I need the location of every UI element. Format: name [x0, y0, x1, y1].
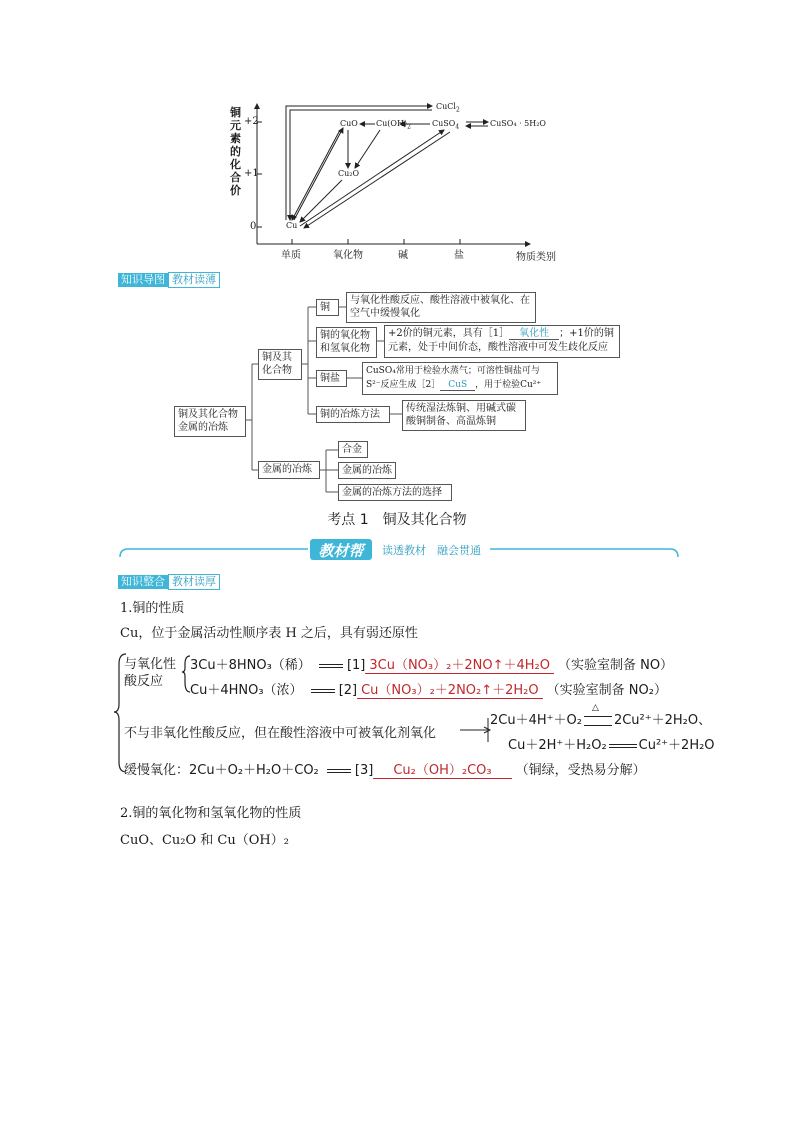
- mindmap-node-smelt: 铜的冶炼方法: [316, 406, 390, 423]
- xtick-oxide: 氧化物: [333, 250, 363, 261]
- answer-cus: CuS: [440, 380, 475, 391]
- heading-copper-properties: 1.铜的性质: [120, 601, 185, 616]
- node-cuo: CuO: [340, 119, 358, 128]
- banner-subtitle: 读透教材 融会贯通: [382, 544, 481, 557]
- banner-title: 教材帮: [318, 542, 364, 560]
- answer-1: 3Cu（NO₃）₂＋2NO↑＋4H₂O: [365, 654, 554, 674]
- chart-ylabel: 铜元素的化合价: [230, 106, 241, 197]
- mindmap-node-copper: 铜: [316, 299, 339, 316]
- chart-xlabel: 物质类别: [516, 252, 556, 263]
- mindmap-branch-copper-compounds: 铜及其化合物: [258, 349, 302, 380]
- ytick-zero: 0: [250, 221, 257, 232]
- mindmap-node-smelt-choice: 金属的冶炼方法的选择: [338, 484, 452, 501]
- oxides-list: CuO、Cu₂O 和 Cu（OH）₂: [120, 833, 289, 848]
- mindmap-node-metal-smelt: 金属的冶炼: [338, 462, 396, 479]
- mindmap-node-alloy: 合金: [338, 441, 368, 458]
- intro-line: Cu，位于金属活动性顺序表 H 之后，具有弱还原性: [120, 626, 418, 641]
- xtick-base: 碱: [398, 250, 408, 261]
- answer-2: Cu（NO₃）₂＋2NO₂↑＋2H₂O: [357, 679, 543, 699]
- ytick-plus2: +2: [244, 116, 259, 127]
- mindmap-root: 铜及其化合物金属的冶炼: [174, 406, 246, 437]
- node-cuso4: CuSO$_4$: [432, 119, 460, 131]
- mindmap-node-salt: 铜盐: [316, 370, 347, 387]
- equation-cu-oxygen: 2Cu＋4H⁺＋O₂ △ 2Cu²⁺＋2H₂O、: [490, 702, 712, 728]
- mindmap-desc-copper: 与氧化性酸反应、酸性溶液中被氧化、在空气中缓慢氧化: [346, 292, 536, 323]
- tag-read-thin: 教材读薄: [168, 272, 220, 288]
- answer-3: Cu₂（OH）₂CO₃: [373, 759, 511, 779]
- mindmap-desc-oxide: +2价的铜元素，具有［1］ 氧化性 ；+1价的铜元素，处于中间价态，酸性溶液中可发生歧化反应: [384, 325, 620, 358]
- answer-oxidizing: 氧化性: [509, 328, 559, 340]
- mindmap-desc-smelt: 传统湿法炼铜、用碱式碳酸铜制备、高温炼铜: [402, 400, 526, 431]
- node-cuso4-5h2o: CuSO₄ · 5H₂O: [490, 119, 546, 128]
- reaction-dilute-nitric: 3Cu＋8HNO₃（稀） [1] 3Cu（NO₃）₂＋2NO↑＋4H₂O （实验室制备 NO）: [190, 654, 673, 674]
- node-cu: Cu: [286, 221, 298, 230]
- reaction-conc-nitric: Cu＋4HNO₃（浓） [2] Cu（NO₃）₂＋2NO₂↑＋2H₂O （实验室制备 NO₂）: [190, 679, 667, 699]
- equation-cu-peroxide: Cu＋2H⁺＋H₂O₂ Cu²⁺＋2H₂O: [508, 738, 715, 753]
- point-title: 考点 1 铜及其化合物: [327, 512, 467, 528]
- node-cucl2: CuCl$_2$: [436, 102, 460, 114]
- tag-knowledge-integration: 知识整合: [118, 575, 168, 589]
- tag-knowledge-map: 知识导图: [118, 273, 168, 287]
- mindmap-branch-metal-smelting: 金属的冶炼: [258, 461, 320, 479]
- heading-oxides-hydroxides: 2.铜的氧化物和氢氧化物的性质: [120, 806, 302, 821]
- ytick-plus1: +1: [244, 168, 259, 179]
- xtick-salt: 盐: [454, 250, 464, 261]
- reaction-slow-oxidation: 缓慢氧化：2Cu＋O₂＋H₂O＋CO₂ [3] Cu₂（OH）₂CO₃ （铜绿，受热易分解）: [124, 759, 646, 779]
- reaction-non-oxidizing-acid: 不与非氧化性酸反应，但在酸性溶液中可被氧化剂氧化: [124, 726, 437, 741]
- tag-read-thick: 教材读厚: [168, 574, 220, 590]
- xtick-element: 单质: [281, 250, 301, 261]
- brace-label-oxidizing-acid: 与氧化性酸反应: [124, 657, 177, 689]
- mindmap-node-oxide: 铜的氧化物和氢氧化物: [316, 327, 377, 358]
- node-cu2o: Cu₂O: [338, 169, 360, 178]
- mindmap-desc-salt: CuSO₄常用于检验水蒸气；可溶性铜盐可与S²⁻反应生成［2］ CuS ，用于检验Cu²⁺: [362, 362, 558, 395]
- node-cuoh2: $Cu(OH)_2$: [376, 119, 411, 131]
